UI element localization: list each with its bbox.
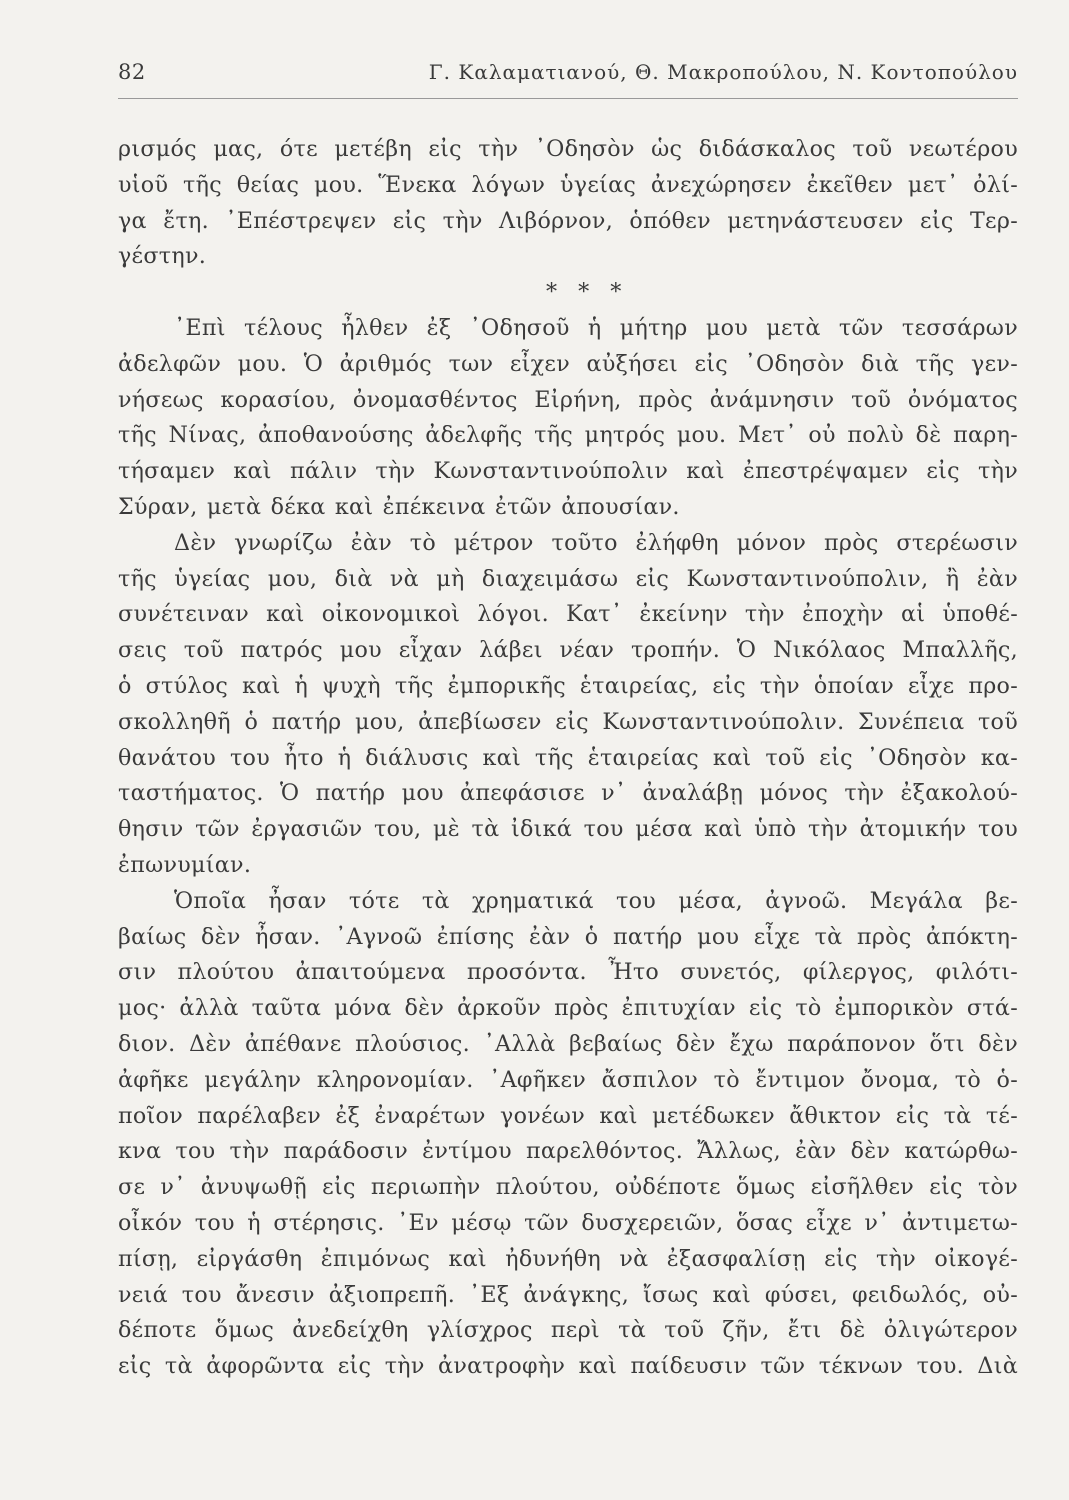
text-line: εἰς τὰ ἀφορῶντα εἰς τὴν ἀνατροφὴν καὶ παίδευσιν τῶν τέκνων του. Διὰ	[118, 1353, 1018, 1380]
page-header	[118, 60, 1018, 90]
text-line: οἶκόν του ἡ στέρησις. ᾿Εν μέσῳ τῶν δυσχερειῶν, ὅσας εἶχε ν᾿ ἀντιμετω-	[118, 1209, 1018, 1236]
body-text	[118, 132, 1018, 1385]
text-line: μος· ἀλλὰ ταῦτα μόνα δὲν ἀρκοῦν πρὸς ἐπιτυχίαν εἰς τὸ ἐμπορικὸν στά-	[118, 995, 1018, 1022]
text-line: τῆς Νίνας, ἀποθανούσης ἀδελφῆς τῆς μητρός μου. Μετ᾿ οὐ πολὺ δὲ παρη-	[118, 422, 1018, 449]
text-line: ᾿Επὶ τέλους ἦλθεν ἐξ ᾿Οδησοῦ ἡ μήτηρ μου μετὰ τῶν τεσσάρων	[174, 314, 1018, 341]
text-line: σε ν᾿ ἀνυψωθῇ εἰς περιωπὴν πλούτου, οὐδέποτε ὅμως εἰσῆλθεν εἰς τὸν	[118, 1174, 1018, 1201]
text-line: τῆς ὑγείας μου, διὰ νὰ μὴ διαχειμάσω εἰς Κωνσταντινούπολιν, ἢ ἐὰν	[118, 565, 1018, 592]
text-line: Δὲν γνωρίζω ἐὰν τὸ μέτρον τοῦτο ἐλήφθη μόνον πρὸς στερέωσιν	[174, 529, 1018, 556]
section-break: * * *	[546, 279, 628, 306]
text-line: σεις τοῦ πατρός μου εἶχαν λάβει νέαν τροπήν. Ὁ Νικόλαος Μπαλλῆς,	[118, 637, 1018, 664]
text-line: νήσεως κορασίου, ὀνομασθέντος Εἰρήνη, πρὸς ἀνάμνησιν τοῦ ὀνόματος	[118, 386, 1018, 413]
text-line: υἱοῦ τῆς θείας μου. Ἕνεκα λόγων ὑγείας ἀνεχώρησεν ἐκεῖθεν μετ᾿ ὀλί-	[118, 171, 1018, 198]
text-line: ρισμός μας, ότε μετέβη εἰς τὴν ᾿Οδησὸν ὡς διδάσκαλος τοῦ νεωτέρου	[118, 136, 1018, 162]
text-line: πίσῃ, εἰργάσθη ἐπιμόνως καὶ ἠδυνήθη νὰ ἐξασφαλίσῃ εἰς τὴν οἰκογέ-	[118, 1245, 1018, 1272]
text-line: γέστην.	[118, 243, 207, 270]
text-line: δέποτε ὅμως ἀνεδείχθη γλίσχρος περὶ τὰ τοῦ ζῆν, ἔτι δὲ ὀλιγώτερον	[118, 1317, 1018, 1344]
text-line: ἀδελφῶν μου. Ὁ ἀριθμός των εἶχεν αὐξήσει εἰς ᾿Οδησὸν διὰ τῆς γεν-	[118, 350, 1018, 377]
text-line: νειά του ἄνεσιν ἀξιοπρεπῆ. ᾿Εξ ἀνάγκης, ἴσως καὶ φύσει, φειδωλός, οὐ-	[118, 1281, 1018, 1308]
text-line: Σύραν, μετὰ δέκα καὶ ἐπέκεινα ἐτῶν ἀπουσίαν.	[118, 493, 680, 520]
text-line: ὁ στύλος καὶ ἡ ψυχὴ τῆς ἐμπορικῆς ἑταιρείας, εἰς τὴν ὁποίαν εἶχε προ-	[118, 672, 1018, 699]
header-rule	[118, 98, 1018, 99]
text-line: ταστήματος. Ὁ πατήρ μου ἀπεφάσισε ν᾿ ἀναλάβῃ μόνος τὴν ἐξακολού-	[118, 780, 1018, 807]
text-line: ποῖον παρέλαβεν ἐξ ἐναρέτων γονέων καὶ μετέδωκεν ἄθικτον εἰς τὰ τέ-	[118, 1102, 1018, 1129]
text-line: γα ἔτη. ᾿Επέστρεψεν εἰς τὴν Λιβόρνον, ὁπόθεν μετηνάστευσεν εἰς Τερ-	[118, 207, 1018, 234]
text-line: ἀφῆκε μεγάλην κληρονομίαν. ᾿Αφῆκεν ἄσπιλον τὸ ἔντιμον ὄνομα, τὸ ὁ-	[118, 1066, 1018, 1093]
running-head: Γ. Καλαματιανού, Θ. Μακροπούλου, Ν. Κοντοπούλου	[428, 60, 1018, 84]
page-number: 82	[118, 60, 146, 84]
text-line: σιν πλούτου ἀπαιτούμενα προσόντα. Ἦτο συνετός, φίλεργος, φιλότι-	[118, 959, 1018, 986]
text-line: Ὁποῖα ἦσαν τότε τὰ χρηματικά του μέσα, ἀγνοῶ. Μεγάλα βε-	[174, 887, 1018, 914]
text-line: τήσαμεν καὶ πάλιν τὴν Κωνσταντινούπολιν καὶ ἐπεστρέψαμεν εἰς τὴν	[118, 458, 1018, 485]
text-line: κνα του τὴν παράδοσιν ἐντίμου παρελθόντος. Ἄλλως, ἐὰν δὲν κατώρθω-	[118, 1138, 1018, 1165]
text-line: διον. Δὲν ἀπέθανε πλούσιος. ᾿Αλλὰ βεβαίως δὲν ἔχω παράπονον ὅτι δὲν	[118, 1030, 1018, 1057]
text-line: σκολληθῆ ὁ πατήρ μου, ἀπεβίωσεν εἰς Κωνσταντινούπολιν. Συνέπεια τοῦ	[118, 708, 1018, 735]
text-line: βαίως δὲν ἦσαν. ᾿Αγνοῶ ἐπίσης ἐὰν ὁ πατήρ μου εἶχε τὰ πρὸς ἀπόκτη-	[118, 923, 1018, 950]
text-line: θανάτου του ἦτο ἡ διάλυσις καὶ τῆς ἑταιρείας καὶ τοῦ εἰς ᾿Οδησὸν κα-	[118, 744, 1018, 771]
text-line: συνέτειναν καὶ οἰκονομικοὶ λόγοι. Κατ᾿ ἐκείνην τὴν ἐποχὴν αἱ ὑποθέ-	[118, 601, 1018, 628]
text-line: θησιν τῶν ἐργασιῶν του, μὲ τὰ ἰδικά του μέσα καὶ ὑπὸ τὴν ἀτομικήν του	[118, 816, 1018, 843]
text-line: ἐπωνυμίαν.	[118, 851, 252, 878]
